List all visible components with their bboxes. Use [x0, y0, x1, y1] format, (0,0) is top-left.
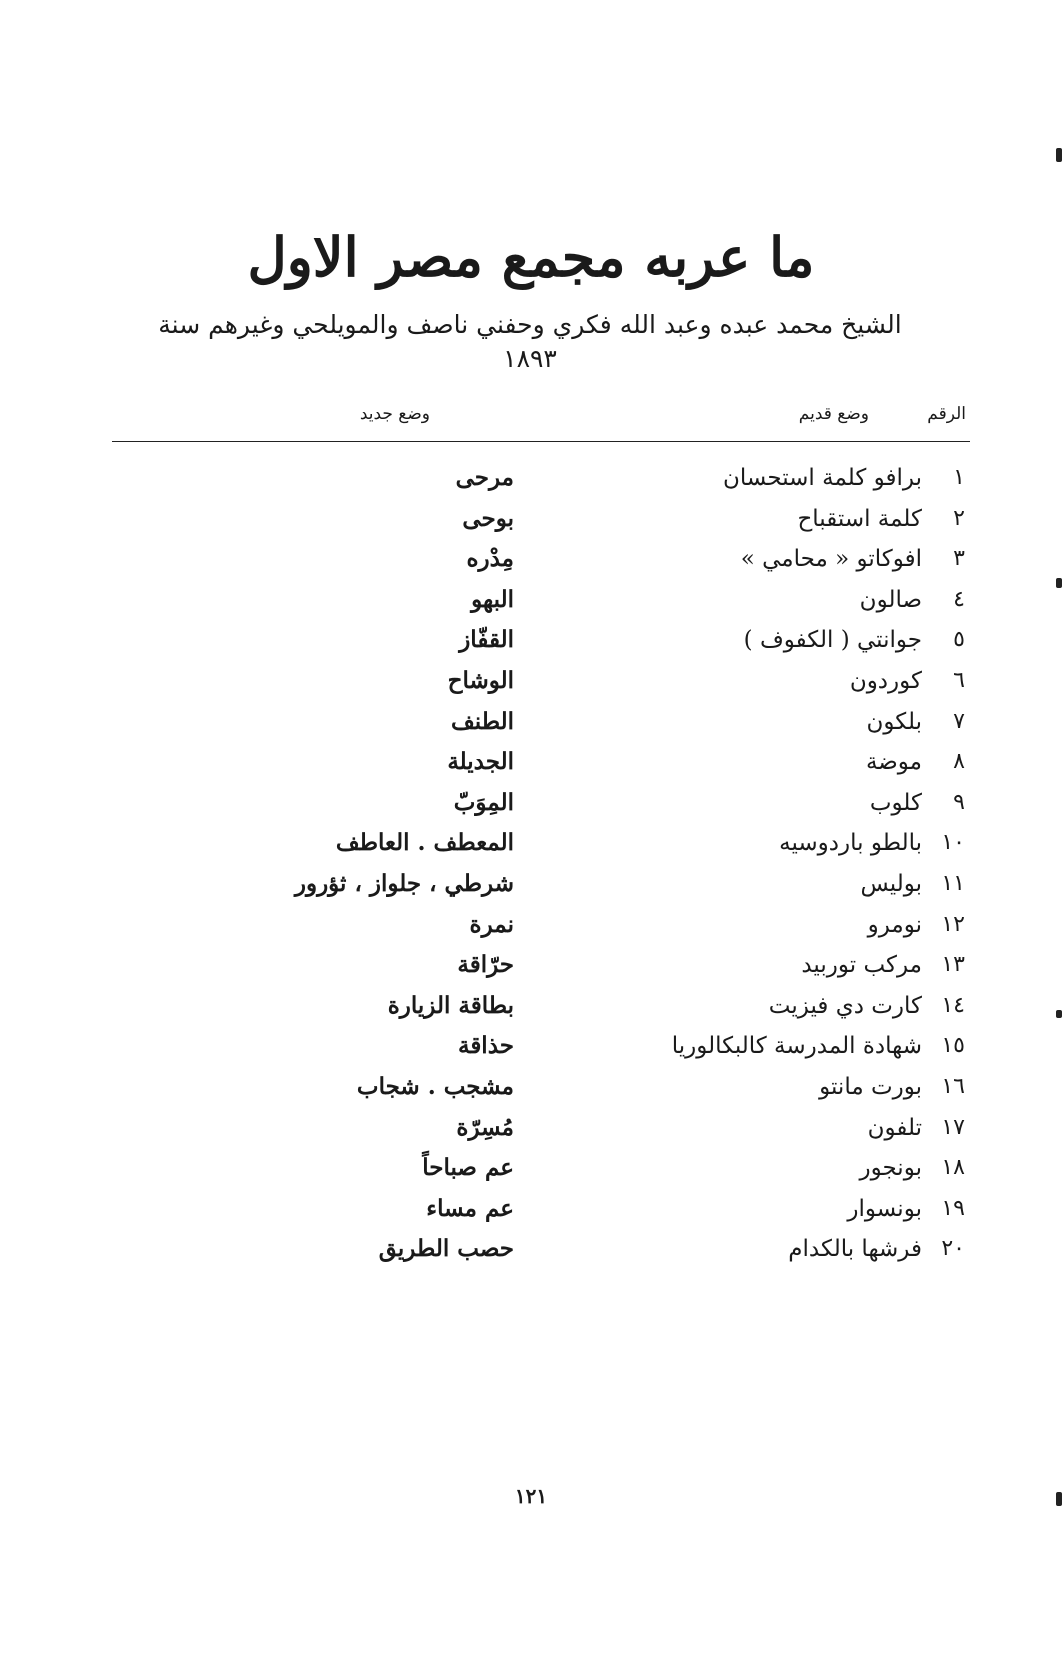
old-term: بورت مانتو: [819, 1073, 922, 1100]
column-header-old-term: وضع قديم: [798, 404, 869, 424]
new-term: حصب الطريق: [378, 1235, 514, 1263]
old-term: موضة: [865, 749, 922, 776]
row-number: ٢٠: [941, 1236, 965, 1262]
header-rule: [112, 441, 970, 442]
row-number: ٩: [953, 789, 965, 815]
new-term: بطاقة الزيارة: [387, 991, 514, 1019]
new-term: البهو: [471, 585, 514, 613]
new-term: القفّاز: [459, 626, 514, 654]
row-number: ١٨: [941, 1155, 965, 1181]
old-term: بونجور: [859, 1155, 922, 1182]
margin-mark: [1056, 1010, 1062, 1018]
column-header-number: الرقم: [927, 404, 966, 424]
new-term: حذاقة: [457, 1032, 514, 1060]
table-row: [0, 1230, 1062, 1271]
new-term: مِدْره: [466, 545, 514, 573]
row-number: ١١: [941, 870, 965, 896]
new-term: عم مساء: [426, 1194, 514, 1222]
new-term: نمرة: [469, 910, 514, 938]
table-row: [0, 987, 1062, 1028]
new-term: المعطف . العاطف: [335, 829, 514, 857]
page-number: ١٢١: [514, 1484, 548, 1508]
table-row: [0, 906, 1062, 947]
row-number: ٥: [953, 627, 965, 653]
row-number: ١٧: [941, 1114, 965, 1140]
table-row: [0, 703, 1062, 744]
new-term: حرّاقة: [457, 951, 514, 979]
new-term: عم صباحاً: [422, 1154, 514, 1182]
row-number: ١٣: [941, 952, 965, 978]
new-term: مُسِرّة: [456, 1113, 514, 1141]
old-term: شهادة المدرسة كالبكالوريا: [671, 1033, 922, 1060]
page-subtitle: الشيخ محمد عبده وعبد الله فكري وحفني ناصف والمويلحي وغيرهم سنة ١٨٩٣: [158, 310, 902, 373]
row-number: ١٠: [941, 830, 965, 856]
table-row: [0, 824, 1062, 865]
new-term: بوحى: [462, 504, 514, 532]
row-number: ٢: [953, 505, 965, 531]
row-number: ٣: [953, 546, 965, 572]
margin-mark: [1056, 148, 1062, 162]
margin-mark: [1056, 578, 1062, 588]
new-term: المِوَبّ: [453, 788, 514, 816]
table-row: [0, 621, 1062, 662]
page-title: ما عربه مجمع مصر الاول: [247, 225, 815, 289]
old-term: كارت دي فيزيت: [768, 992, 922, 1019]
old-term: بلكون: [866, 708, 922, 735]
new-term: الجديلة: [447, 748, 514, 776]
table-row: [0, 500, 1062, 541]
column-header-new-term: وضع جديد: [359, 404, 430, 424]
old-term: بونسوار: [847, 1195, 922, 1222]
row-number: ٧: [953, 708, 965, 734]
table-row: [0, 1068, 1062, 1109]
old-term: برافو كلمة استحسان: [722, 465, 922, 491]
old-term: كلمة استقباح: [797, 505, 922, 532]
old-term: كوردون: [849, 667, 922, 694]
new-term: مشجب . شجاب: [356, 1072, 514, 1100]
row-number: ١٤: [941, 992, 965, 1018]
old-term: مركب توربيد: [801, 952, 922, 979]
row-number: ١٢: [941, 911, 965, 937]
row-number: ١: [953, 465, 965, 490]
row-number: ٦: [953, 667, 965, 693]
table-row: [0, 743, 1062, 784]
table-row: [0, 459, 1062, 500]
new-term: مرحى: [455, 464, 514, 491]
table-row: [0, 1027, 1062, 1068]
table-row: [0, 1149, 1062, 1190]
table-row: [0, 1109, 1062, 1150]
new-term: الوشاح: [447, 666, 514, 694]
old-term: بوليس: [860, 870, 922, 897]
old-term: جوانتي ( الكفوف ): [743, 627, 922, 654]
row-number: ١٩: [941, 1195, 965, 1221]
table-row: [0, 865, 1062, 906]
table-row: [0, 540, 1062, 581]
old-term: بالطو باردوسيه: [779, 830, 922, 857]
old-term: كلوب: [869, 789, 922, 816]
old-term: افوكاتو « محامي »: [740, 546, 922, 573]
old-term: تلفون: [867, 1114, 922, 1141]
table-row: [0, 946, 1062, 987]
margin-mark: [1056, 1492, 1062, 1506]
table-row: [0, 581, 1062, 622]
new-term: الطنف: [450, 707, 514, 735]
terms-table: [0, 459, 1062, 1271]
row-number: ٨: [953, 749, 965, 775]
old-term: فرشها بالكدام: [788, 1236, 922, 1263]
row-number: ٤: [953, 586, 965, 612]
table-row: [0, 662, 1062, 703]
old-term: نومرو: [867, 911, 922, 938]
table-row: [0, 784, 1062, 825]
table-row: [0, 1190, 1062, 1231]
row-number: ١٦: [941, 1073, 965, 1099]
row-number: ١٥: [941, 1033, 965, 1059]
new-term: شرطي ، جلواز ، ثؤرور: [294, 869, 514, 897]
old-term: صالون: [859, 586, 922, 613]
